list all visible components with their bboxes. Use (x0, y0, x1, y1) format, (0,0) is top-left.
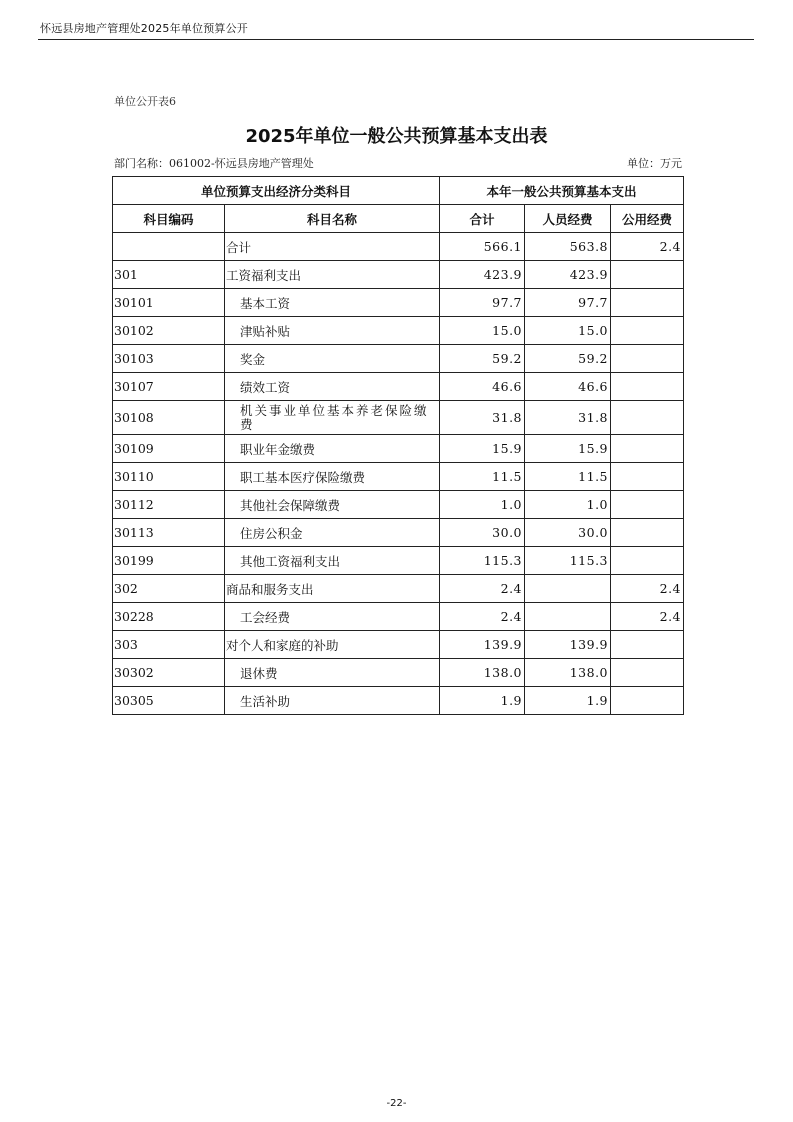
cell-code (113, 233, 225, 261)
cell-total: 46.6 (440, 373, 525, 401)
cell-total: 2.4 (440, 575, 525, 603)
header-name: 科目名称 (225, 205, 440, 233)
header-total: 合计 (440, 205, 525, 233)
cell-code: 302 (113, 575, 225, 603)
cell-personnel: 15.0 (525, 317, 611, 345)
table-row (113, 401, 684, 435)
cell-name: 职业年金缴费 (225, 435, 440, 463)
cell-total: 423.9 (440, 261, 525, 289)
cell-public: 2.4 (611, 233, 684, 261)
cell-code: 30107 (113, 373, 225, 401)
cell-public (611, 687, 684, 715)
cell-personnel: 97.7 (525, 289, 611, 317)
cell-code: 30112 (113, 491, 225, 519)
table-row (113, 547, 684, 575)
table-row (113, 373, 684, 401)
cell-total: 15.0 (440, 317, 525, 345)
cell-public (611, 491, 684, 519)
cell-name: 退休费 (225, 659, 440, 687)
cell-name: 工资福利支出 (225, 261, 440, 289)
cell-personnel (525, 575, 611, 603)
cell-name: 生活补助 (225, 687, 440, 715)
table-row (113, 317, 684, 345)
cell-personnel: 138.0 (525, 659, 611, 687)
table-row (113, 289, 684, 317)
cell-code: 30103 (113, 345, 225, 373)
cell-name: 工会经费 (225, 603, 440, 631)
header-group-expenditure: 本年一般公共预算基本支出 (440, 177, 684, 205)
cell-public (611, 547, 684, 575)
cell-total: 139.9 (440, 631, 525, 659)
cell-public: 2.4 (611, 603, 684, 631)
cell-code: 30108 (113, 401, 225, 435)
unit-label: 单位：万元 (627, 157, 682, 170)
table-row (113, 575, 684, 603)
table-row (113, 463, 684, 491)
cell-code: 30228 (113, 603, 225, 631)
budget-table (112, 176, 684, 715)
table-row (113, 687, 684, 715)
table-row (113, 519, 684, 547)
table-row (113, 345, 684, 373)
cell-public (611, 373, 684, 401)
form-label: 单位公开表6 (114, 95, 176, 108)
cell-personnel: 11.5 (525, 463, 611, 491)
department-name: 部门名称：061002-怀远县房地产管理处 (114, 157, 314, 170)
cell-public (611, 317, 684, 345)
cell-code: 30110 (113, 463, 225, 491)
cell-public (611, 631, 684, 659)
table-row (113, 435, 684, 463)
cell-total: 15.9 (440, 435, 525, 463)
cell-public (611, 435, 684, 463)
running-header: 怀远县房地产管理处2025年单位预算公开 (40, 22, 248, 35)
cell-total: 97.7 (440, 289, 525, 317)
cell-code: 30102 (113, 317, 225, 345)
cell-name: 奖金 (225, 345, 440, 373)
cell-personnel: 563.8 (525, 233, 611, 261)
cell-personnel: 115.3 (525, 547, 611, 575)
cell-name: 绩效工资 (225, 373, 440, 401)
cell-total: 566.1 (440, 233, 525, 261)
cell-personnel: 423.9 (525, 261, 611, 289)
cell-name: 合计 (225, 233, 440, 261)
cell-name: 职工基本医疗保险缴费 (225, 463, 440, 491)
cell-code: 30113 (113, 519, 225, 547)
cell-personnel (525, 603, 611, 631)
cell-code: 30305 (113, 687, 225, 715)
table-row (113, 491, 684, 519)
cell-public (611, 463, 684, 491)
cell-public (611, 289, 684, 317)
header-group-classification: 单位预算支出经济分类科目 (113, 177, 440, 205)
cell-public (611, 659, 684, 687)
table-title: 2025年单位一般公共预算基本支出表 (245, 126, 548, 147)
cell-personnel: 1.0 (525, 491, 611, 519)
cell-total: 11.5 (440, 463, 525, 491)
cell-total: 2.4 (440, 603, 525, 631)
cell-public (611, 519, 684, 547)
cell-total: 115.3 (440, 547, 525, 575)
cell-total: 138.0 (440, 659, 525, 687)
cell-personnel: 1.9 (525, 687, 611, 715)
table-row (113, 603, 684, 631)
cell-name: 住房公积金 (225, 519, 440, 547)
cell-code: 303 (113, 631, 225, 659)
cell-public (611, 345, 684, 373)
table-row (113, 233, 684, 261)
cell-name: 基本工资 (225, 289, 440, 317)
table-row (113, 261, 684, 289)
header-personnel: 人员经费 (525, 205, 611, 233)
cell-code: 30109 (113, 435, 225, 463)
cell-personnel: 15.9 (525, 435, 611, 463)
cell-personnel: 31.8 (525, 401, 611, 435)
cell-total: 1.0 (440, 491, 525, 519)
cell-code: 30199 (113, 547, 225, 575)
cell-code: 301 (113, 261, 225, 289)
cell-name: 其他工资福利支出 (225, 547, 440, 575)
cell-total: 59.2 (440, 345, 525, 373)
header-code: 科目编码 (113, 205, 225, 233)
table-row (113, 631, 684, 659)
cell-public (611, 401, 684, 435)
cell-total: 31.8 (440, 401, 525, 435)
cell-name: 对个人和家庭的补助 (225, 631, 440, 659)
cell-personnel: 59.2 (525, 345, 611, 373)
cell-code: 30302 (113, 659, 225, 687)
cell-personnel: 139.9 (525, 631, 611, 659)
cell-code: 30101 (113, 289, 225, 317)
cell-public (611, 261, 684, 289)
page-number: -22- (386, 1098, 407, 1109)
cell-name: 机关事业单位基本养老保险缴费 (225, 401, 440, 435)
cell-personnel: 46.6 (525, 373, 611, 401)
cell-name: 其他社会保障缴费 (225, 491, 440, 519)
cell-name: 商品和服务支出 (225, 575, 440, 603)
header-rule (38, 39, 754, 40)
cell-personnel: 30.0 (525, 519, 611, 547)
header-public: 公用经费 (611, 205, 684, 233)
cell-total: 30.0 (440, 519, 525, 547)
cell-total: 1.9 (440, 687, 525, 715)
cell-name: 津贴补贴 (225, 317, 440, 345)
cell-public: 2.4 (611, 575, 684, 603)
table-row (113, 659, 684, 687)
